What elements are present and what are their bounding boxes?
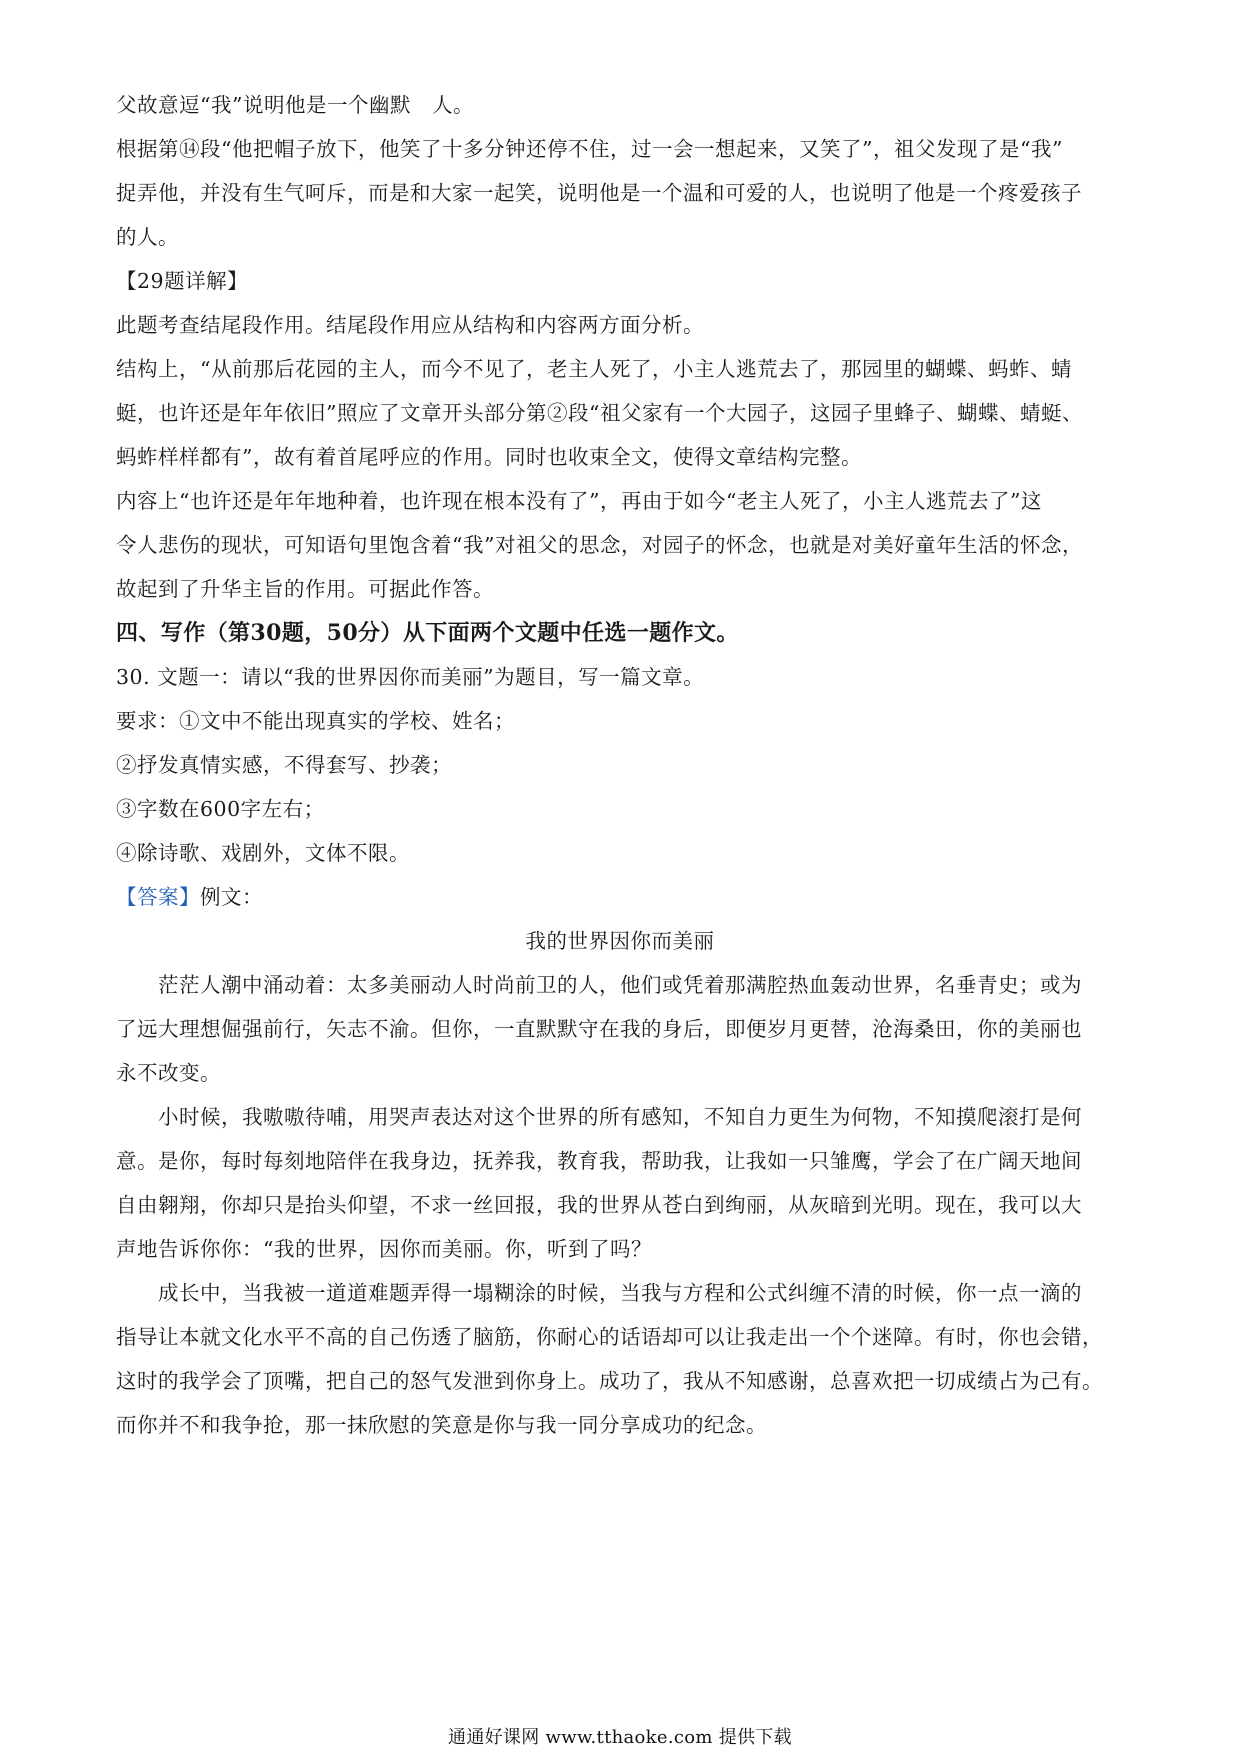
- text-line: 蜓，也许还是年年依旧”照应了文章开头部分第②段“祖父家有一个大园子，这园子里蜂子、蝴蝶、蜻蜓、: [116, 401, 1083, 425]
- essay-line: 自由翱翔，你却只是抬头仰望，不求一丝回报，我的世界从苍白到绚丽，从灰暗到光明。现在，我可以大: [116, 1193, 1082, 1217]
- text-line: 故起到了升华主旨的作用。可据此作答。: [116, 577, 494, 601]
- text-line: 内容上“也许还是年年地种着，也许现在根本没有了”，再由于如今“老主人死了，小主人逃荒去了”这: [116, 489, 1042, 513]
- question-line: 30. 文题一：请以“我的世界因你而美丽”为题目，写一篇文章。: [116, 665, 705, 689]
- text-line: 蚂蚱样样都有”，故有着首尾呼应的作用。同时也收束全文，使得文章结构完整。: [116, 445, 862, 469]
- essay-line: 永不改变。: [116, 1061, 221, 1085]
- question-line: 要求：①文中不能出现真实的学校、姓名；: [116, 709, 515, 733]
- text-line: 根据第⑭段“他把帽子放下，他笑了十多分钟还停不住，过一会一想起来，又笑了”，祖父发现了是“我”: [116, 137, 1063, 161]
- essay-line: 成长中，当我被一道道难题弄得一塌糊涂的时候，当我与方程和公式纠缠不清的时候，你一点一滴的: [116, 1281, 1082, 1305]
- essay-line: 意。是你，每时每刻地陪伴在我身边，抚养我，教育我，帮助我，让我如一只雏鹰，学会了在广阔天地间: [116, 1149, 1082, 1173]
- answer-tag: 【答案】: [116, 885, 200, 909]
- page-footer: 通通好课网 www.tthaoke.com 提供下载: [448, 1727, 792, 1748]
- essay-line: 而你并不和我争抢，那一抹欣慰的笑意是你与我一同分享成功的纪念。: [116, 1413, 767, 1437]
- text-line: 此题考查结尾段作用。结尾段作用应从结构和内容两方面分析。: [116, 313, 704, 337]
- answer-line: [116, 882, 1126, 912]
- text-line: 捉弄他，并没有生气呵斥，而是和大家一起笑，说明他是一个温和可爱的人，也说明了他是一个疼爱孩子: [116, 181, 1082, 205]
- answer-prefix: 例文：: [200, 885, 263, 909]
- essay-line: 指导让本就文化水平不高的自己伤透了脑筋，你耐心的话语却可以让我走出一个个迷障。有时，你也会错，: [116, 1325, 1103, 1349]
- essay-title: 我的世界因你而美丽: [525, 929, 715, 953]
- essay-line: 这时的我学会了顶嘴，把自己的怒气发泄到你身上。成功了，我从不知感谢，总喜欢把一切成绩占为己有。: [116, 1369, 1103, 1393]
- text-line: 的人。: [116, 225, 179, 249]
- essay-line: 了远大理想倔强前行，矢志不渝。但你，一直默默守在我的身后，即便岁月更替，沧海桑田，你的美丽也: [116, 1017, 1082, 1041]
- section-heading: 四、写作（第30题，50分）从下面两个文题中任选一题作文。: [116, 620, 739, 646]
- essay-line: 茫茫人潮中涌动着：太多美丽动人时尚前卫的人，他们或凭着那满腔热血轰动世界，名垂青史；或为: [116, 973, 1082, 997]
- essay-line: 小时候，我嗷嗷待哺，用哭声表达对这个世界的所有感知，不知自力更生为何物，不知摸爬滚打是何: [116, 1105, 1082, 1129]
- text-line: 结构上，“从前那后花园的主人，而今不见了，老主人死了，小主人逃荒去了，那园里的蝴蝶、蚂蚱、蜻: [116, 357, 1072, 381]
- question-line: ③字数在600字左右；: [116, 797, 325, 821]
- question-detail-heading: 【29题详解】: [116, 269, 249, 293]
- question-line: ②抒发真情实感，不得套写、抄袭；: [116, 753, 452, 777]
- essay-line: 声地告诉你你：“我的世界，因你而美丽。你，听到了吗？: [116, 1237, 652, 1261]
- question-line: ④除诗歌、戏剧外，文体不限。: [116, 841, 410, 865]
- text-line: 父故意逗“我”说明他是一个幽默 人。: [116, 93, 474, 117]
- text-line: 令人悲伤的现状，可知语句里饱含着“我”对祖父的思念，对园子的怀念，也就是对美好童年生活的怀念，: [116, 533, 1083, 557]
